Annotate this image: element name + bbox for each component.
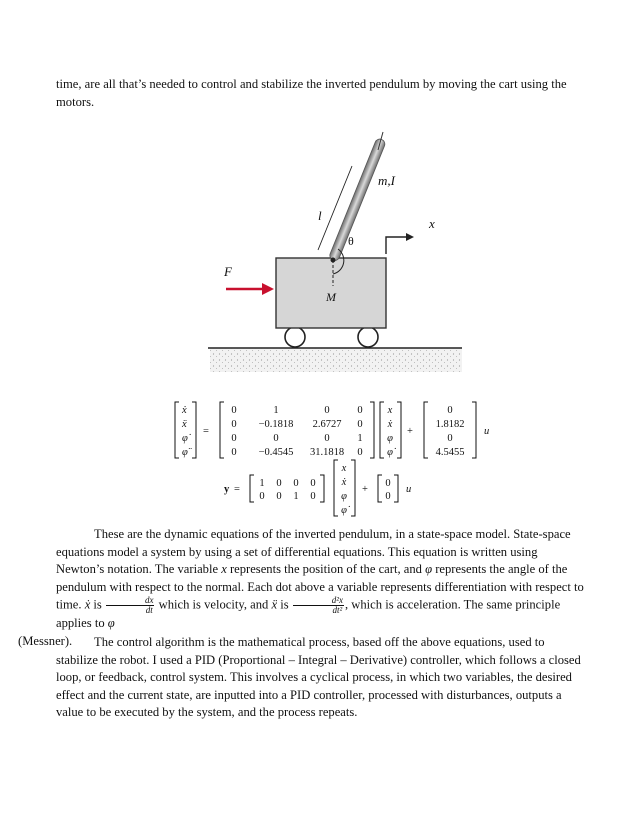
x-direction-arrow bbox=[386, 237, 408, 254]
label-l: l bbox=[318, 208, 322, 223]
matrix-A-cell: 0 bbox=[273, 433, 279, 444]
state-vector-rhs-entry: x bbox=[387, 405, 393, 416]
force-arrowhead bbox=[262, 283, 274, 295]
paragraph2-text: The control algorithm is the mathematical process, based off the above equations, used to stabilize the robot. I used a PID (Proportional – Integral – Derivative) controller, which follows a closed loop, or feedback, control system. This involves a cyclical process, in which two variables, the desired effect and the current state, are inputted into a PID controller, processed with disturbances, outputs a value to be executed by the system, and the process repeats. bbox=[56, 635, 581, 720]
variable-x-ddot: ẍ bbox=[271, 597, 278, 612]
label-F: F bbox=[224, 264, 232, 279]
vector-D-cell: 0 bbox=[385, 478, 391, 489]
paragraph1-text: represents the position of the cart, and bbox=[226, 562, 426, 577]
equals-sign: = bbox=[203, 426, 209, 437]
matrix-C-cell: 0 bbox=[310, 478, 316, 489]
state-vector-entry: ẍ bbox=[182, 419, 187, 430]
inverted-pendulum-figure bbox=[200, 118, 470, 380]
intro-paragraph bbox=[56, 76, 586, 111]
intro-line-1: time, are all that’s needed to control and stabilize the inverted pendulum by moving the cart using the bbox=[56, 77, 567, 91]
output-y: y bbox=[224, 484, 230, 495]
matrix-C-cell: 0 bbox=[293, 478, 299, 489]
x-arrowhead bbox=[406, 233, 414, 241]
vector-B bbox=[436, 405, 465, 458]
state-vector-rhs-entry: φ̇ bbox=[387, 447, 393, 458]
paragraph1-text: , which is acceleration. The same principle applies to bbox=[56, 597, 561, 631]
variable-phi: φ bbox=[425, 562, 433, 577]
label-mI: m,I bbox=[378, 173, 395, 188]
intro-line-2: motors. bbox=[56, 94, 95, 109]
matrix-C-cell: 0 bbox=[310, 491, 316, 502]
matrix-A-cell: 0 bbox=[357, 447, 363, 458]
paragraph1-text: is bbox=[277, 597, 292, 612]
input-u: u bbox=[484, 426, 490, 437]
state-vector-rhs-entry: ẋ bbox=[387, 419, 393, 430]
variable-phi: φ bbox=[107, 616, 115, 631]
matrix-C-cell: 1 bbox=[293, 491, 299, 502]
plus-sign-2: + bbox=[362, 484, 368, 495]
output-equation bbox=[222, 458, 432, 518]
state-vector-rhs-entry: φ bbox=[387, 433, 393, 444]
fraction-denominator: dt bbox=[145, 605, 153, 616]
matrix-C-cell: 1 bbox=[259, 478, 265, 489]
label-x: x bbox=[429, 216, 435, 231]
equals-sign-2: = bbox=[234, 484, 240, 495]
vector-D-cell: 0 bbox=[385, 491, 391, 502]
matrix-A-cell: −0.4545 bbox=[258, 447, 294, 458]
vector-B-cell: 1.8182 bbox=[435, 419, 465, 430]
matrix-A bbox=[231, 405, 362, 458]
vector-B-cell: 0 bbox=[447, 433, 453, 444]
matrix-A-cell: 2.6727 bbox=[312, 419, 342, 430]
matrix-C-cell: 0 bbox=[276, 491, 282, 502]
fraction-d2x-dt2 bbox=[293, 596, 344, 615]
matrix-C-cell: 0 bbox=[259, 491, 265, 502]
matrix-A-cell: 0 bbox=[231, 419, 237, 430]
matrix-A-cell: 0 bbox=[231, 447, 237, 458]
state-vector-rhs-entry: x bbox=[341, 463, 347, 474]
paragraph1-text: These are the dynamic equations of the inverted pendulum, in a state-space model. State-space equations model a system by using a set of differential equations. This equation is written using Newton’s notation. The variable bbox=[56, 527, 571, 577]
vector-B-cell: 0 bbox=[447, 405, 453, 416]
matrix-A-cell: 0 bbox=[324, 433, 330, 444]
matrix-A-cell: 0 bbox=[231, 433, 237, 444]
plus-sign: + bbox=[407, 426, 413, 437]
matrix-A-cell: 31.1818 bbox=[309, 447, 345, 458]
pendulum-rod bbox=[328, 138, 386, 262]
label-theta: θ bbox=[348, 234, 354, 248]
paragraph1-text: represents the angle of the pendulum with respect to the normal. Each dot above a variable represents differentiation with respect to time. bbox=[56, 562, 584, 612]
wheel-left bbox=[285, 327, 305, 347]
fraction-denominator: dt² bbox=[332, 605, 343, 616]
matrix-A-cell: −0.1818 bbox=[258, 419, 294, 430]
matrix-A-cell: 0 bbox=[231, 405, 237, 416]
state-vector-rhs-entry: φ bbox=[341, 491, 347, 502]
matrix-A-cell: 0 bbox=[357, 419, 363, 430]
matrix-C-cell: 0 bbox=[276, 478, 282, 489]
matrix-A-cell: 0 bbox=[324, 405, 330, 416]
matrix-C bbox=[259, 478, 315, 502]
wheel-right bbox=[358, 327, 378, 347]
paragraph1-text: which is velocity, and bbox=[155, 597, 272, 612]
ground bbox=[210, 348, 462, 372]
matrix-A-cell: 1 bbox=[273, 405, 279, 416]
state-vector-entry: φ̇ bbox=[182, 433, 188, 444]
state-space-paragraph bbox=[18, 526, 586, 651]
input-u-2: u bbox=[406, 484, 412, 495]
matrix-A-cell: 1 bbox=[357, 433, 363, 444]
state-vector-rhs-entry: ẋ bbox=[341, 477, 347, 488]
vector-D bbox=[385, 478, 390, 502]
variable-x: x bbox=[221, 562, 227, 577]
paragraph1-text: is bbox=[90, 597, 105, 612]
state-equation bbox=[172, 398, 502, 462]
vector-B-cell: 4.5455 bbox=[435, 447, 465, 458]
variable-x-dot: ẋ bbox=[84, 597, 91, 612]
fraction-numerator: d²x bbox=[293, 596, 344, 606]
fraction-numerator: dx bbox=[106, 596, 155, 606]
matrix-A-cell: 0 bbox=[357, 405, 363, 416]
citation: (Messner). bbox=[18, 633, 73, 648]
state-vector-entry: ẋ bbox=[182, 405, 187, 416]
state-vector-rhs-entry: φ̇ bbox=[341, 505, 347, 516]
state-vector-entry: φ̈ bbox=[182, 447, 188, 458]
label-M: M bbox=[326, 290, 336, 304]
fraction-dx-dt bbox=[106, 596, 155, 615]
control-algorithm-paragraph bbox=[56, 634, 586, 722]
